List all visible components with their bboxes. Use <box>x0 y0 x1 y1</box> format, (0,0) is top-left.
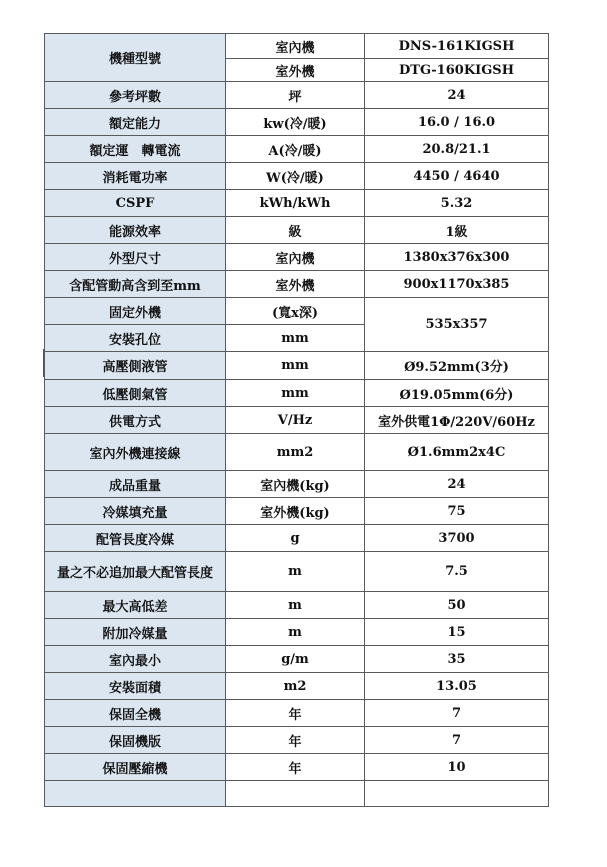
row-unit[interactable]: 年 <box>226 700 365 727</box>
row-value[interactable]: 7 <box>365 727 549 754</box>
row-label[interactable]: 固定外機 <box>45 298 226 325</box>
table-row <box>45 592 549 619</box>
row-label[interactable]: 機種型號 <box>45 34 226 82</box>
row-unit[interactable]: mm2 <box>226 434 365 471</box>
row-value[interactable]: Ø19.05mm(6分) <box>365 380 549 407</box>
row-label[interactable]: 消耗電功率 <box>45 163 226 190</box>
row-value[interactable]: 35 <box>365 646 549 673</box>
row-unit[interactable]: mm <box>226 325 365 352</box>
row-label[interactable]: 參考坪數 <box>45 82 226 109</box>
row-value[interactable]: Ø1.6mm2x4C <box>365 434 549 471</box>
row-label[interactable]: 室內外機連接線 <box>45 434 226 471</box>
row-label[interactable]: 成品重量 <box>45 471 226 498</box>
row-unit[interactable]: m2 <box>226 673 365 700</box>
row-unit[interactable]: m <box>226 619 365 646</box>
table-row <box>45 525 549 552</box>
row-value[interactable]: 7.5 <box>365 552 549 592</box>
row-label[interactable]: 保固全機 <box>45 700 226 727</box>
row-value[interactable]: 15 <box>365 619 549 646</box>
table-row <box>45 163 549 190</box>
row-unit[interactable]: g <box>226 525 365 552</box>
row-value[interactable]: 5.32 <box>365 190 549 217</box>
table-row <box>45 190 549 217</box>
table-row <box>45 271 549 298</box>
row-unit[interactable]: kWh/kWh <box>226 190 365 217</box>
table-row <box>45 34 549 59</box>
row-label[interactable]: 額定能力 <box>45 109 226 136</box>
table-row <box>45 700 549 727</box>
table-row <box>45 352 549 380</box>
row-unit[interactable]: 室外機(kg) <box>226 498 365 525</box>
row-unit[interactable]: A(冷/暖) <box>226 136 365 163</box>
row-value[interactable]: 20.8/21.1 <box>365 136 549 163</box>
table-row <box>45 498 549 525</box>
row-label[interactable]: 額定運 轉電流 <box>45 136 226 163</box>
row-unit[interactable]: 室外機 <box>226 271 365 298</box>
row-label[interactable]: 附加冷媒量 <box>45 619 226 646</box>
table-row <box>45 407 549 434</box>
row-value[interactable]: DTG-160KIGSH <box>365 59 549 82</box>
row-value[interactable]: 75 <box>365 498 549 525</box>
row-label[interactable]: 量之不必追加最大配管長度 <box>45 552 226 592</box>
row-value[interactable]: 7 <box>365 700 549 727</box>
table-row <box>45 754 549 781</box>
row-label[interactable]: 含配管動高含到至mm <box>45 271 226 298</box>
table-row <box>45 82 549 109</box>
row-unit[interactable]: 室內機(kg) <box>226 471 365 498</box>
row-unit[interactable]: mm <box>226 352 365 380</box>
spec-sheet <box>44 33 548 807</box>
row-label[interactable]: 保固機版 <box>45 727 226 754</box>
row-unit[interactable]: 室內機 <box>226 244 365 271</box>
row-label[interactable]: 低壓側氣管 <box>45 380 226 407</box>
row-unit[interactable]: V/Hz <box>226 407 365 434</box>
row-label[interactable]: 冷媒填充量 <box>45 498 226 525</box>
row-label[interactable]: 配管長度冷媒 <box>45 525 226 552</box>
table-row <box>45 471 549 498</box>
row-label[interactable]: CSPF <box>45 190 226 217</box>
row-value[interactable]: 24 <box>365 82 549 109</box>
empty-cell[interactable] <box>226 781 365 807</box>
table-row <box>45 673 549 700</box>
row-unit[interactable]: 級 <box>226 217 365 244</box>
row-unit[interactable]: 室內機 <box>226 34 365 59</box>
row-label[interactable]: 室內最小 <box>45 646 226 673</box>
row-value[interactable]: 900x1170x385 <box>365 271 549 298</box>
row-unit[interactable]: g/m <box>226 646 365 673</box>
row-value[interactable]: 4450 / 4640 <box>365 163 549 190</box>
spec-table <box>44 33 549 807</box>
row-label[interactable]: 安裝面積 <box>45 673 226 700</box>
row-label[interactable]: 外型尺寸 <box>45 244 226 271</box>
row-unit[interactable]: W(冷/暖) <box>226 163 365 190</box>
row-value[interactable]: 1級 <box>365 217 549 244</box>
table-row <box>45 217 549 244</box>
row-unit[interactable]: m <box>226 552 365 592</box>
row-label[interactable]: 最大高低差 <box>45 592 226 619</box>
row-label[interactable]: 高壓側液管 <box>45 352 226 380</box>
row-value[interactable]: 50 <box>365 592 549 619</box>
row-value[interactable]: 24 <box>365 471 549 498</box>
row-unit[interactable]: 年 <box>226 727 365 754</box>
empty-row <box>45 781 549 807</box>
row-value[interactable]: 10 <box>365 754 549 781</box>
table-row <box>45 109 549 136</box>
empty-cell[interactable] <box>45 781 226 807</box>
row-value[interactable]: 16.0 / 16.0 <box>365 109 549 136</box>
table-row <box>45 136 549 163</box>
row-label[interactable]: 安裝孔位 <box>45 325 226 352</box>
row-unit[interactable]: 年 <box>226 754 365 781</box>
table-row <box>45 619 549 646</box>
row-unit[interactable]: kw(冷/暖) <box>226 109 365 136</box>
table-row <box>45 380 549 407</box>
row-unit[interactable]: 坪 <box>226 82 365 109</box>
row-label[interactable]: 能源效率 <box>45 217 226 244</box>
row-value[interactable]: 13.05 <box>365 673 549 700</box>
table-row <box>45 244 549 271</box>
row-value[interactable]: 室外供電1Φ/220V/60Hz <box>365 407 549 434</box>
row-unit[interactable]: (寬x深) <box>226 298 365 325</box>
row-label[interactable]: 供電方式 <box>45 407 226 434</box>
table-row <box>45 646 549 673</box>
row-value[interactable]: 3700 <box>365 525 549 552</box>
row-value[interactable]: DNS-161KIGSH <box>365 34 549 59</box>
empty-cell[interactable] <box>365 781 549 807</box>
row-unit[interactable]: m <box>226 592 365 619</box>
table-row <box>45 727 549 754</box>
table-row <box>45 552 549 592</box>
row-unit[interactable]: mm <box>226 380 365 407</box>
table-row <box>45 298 549 325</box>
row-unit[interactable]: 室外機 <box>226 59 365 82</box>
row-label[interactable]: 保固壓縮機 <box>45 754 226 781</box>
table-row <box>45 434 549 471</box>
row-value[interactable]: 535x357 <box>365 298 549 352</box>
row-value[interactable]: 1380x376x300 <box>365 244 549 271</box>
row-value[interactable]: Ø9.52mm(3分) <box>365 352 549 380</box>
